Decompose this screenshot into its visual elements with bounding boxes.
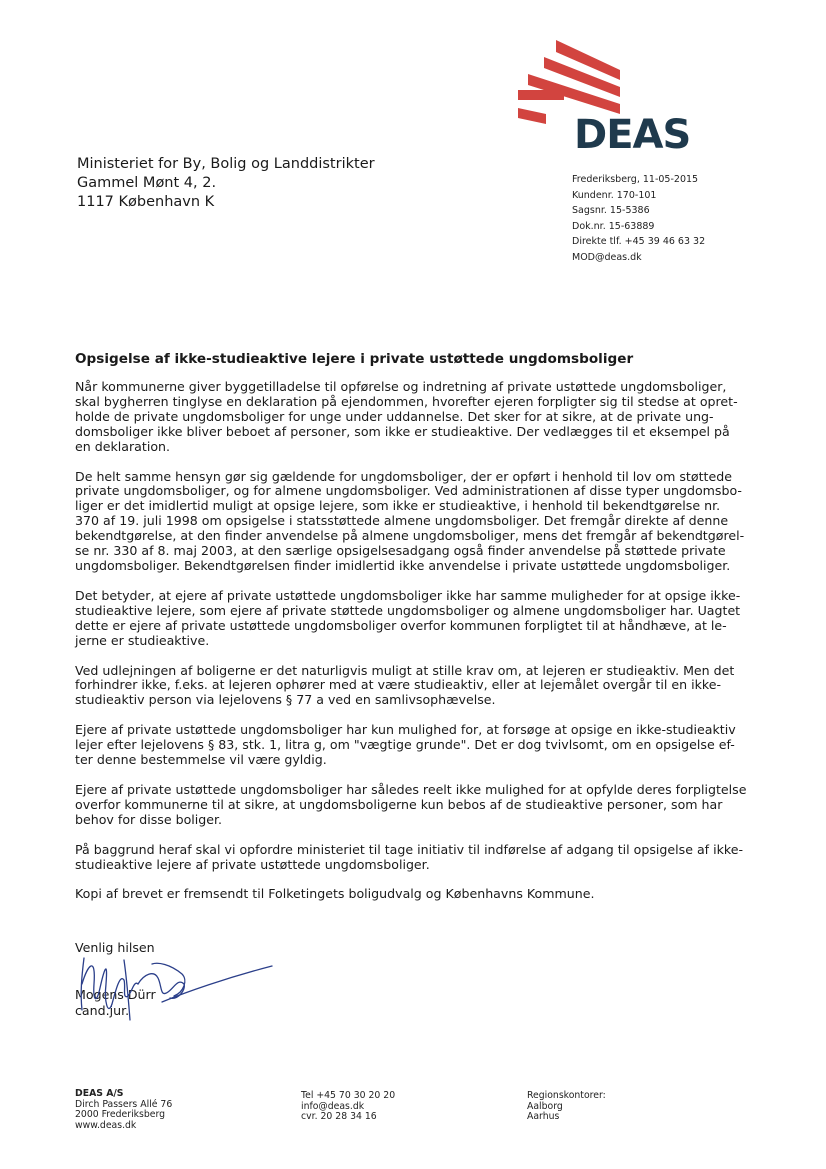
body-line: bekendtgørelse, at den finder anvendelse på almene ungdomsboliger, mens det fremgår af bekendtgørel- xyxy=(75,528,745,544)
body-line: Når kommunerne giver byggetilladelse til opførelse og indretning af private ustøttede ungdomsboliger, xyxy=(75,379,727,394)
closing-greeting: Venlig hilsen xyxy=(75,940,155,955)
body-line: Ved udlejningen af boligerne er det naturligvis muligt at stille krav om, at lejeren er studieaktiv. Men det xyxy=(75,662,735,678)
recipient-line: Ministeriet for By, Bolig og Landdistrikter xyxy=(77,156,375,172)
footer-region: Aalborg xyxy=(527,1100,563,1112)
recipient-line: Gammel Mønt 4, 2. xyxy=(77,175,217,191)
letter-subject: Opsigelse af ikke-studieaktive lejere i private ustøttede ungdomsboliger xyxy=(75,351,634,367)
body-line: private ungdomsboliger, og for almene ungdomsboliger. Ved administrationen af disse typer ungdomsbo- xyxy=(75,483,742,499)
body-line: De helt samme hensyn gør sig gældende for ungdomsboliger, der er opført i henhold til lov om støttede xyxy=(75,468,732,484)
footer-address-line: 2000 Frederiksberg xyxy=(75,1109,166,1120)
body-paragraph xyxy=(75,664,775,709)
footer-email: info@deas.dk xyxy=(301,1100,365,1112)
body-line: dette er ejere af private ustøttede ungdomsboliger overfor kommunen forpligtet til at håndhæve, at le- xyxy=(75,617,727,633)
body-line: Ejere af private ustøttede ungdomsboliger har således reelt ikke mulighed for at opfylde deres forpligtelse xyxy=(75,781,747,797)
body-line: jerne er studieaktive. xyxy=(75,632,210,648)
footer-website: www.deas.dk xyxy=(75,1119,137,1131)
footer-contact xyxy=(301,1091,395,1123)
body-paragraph xyxy=(75,723,775,768)
body-line: Ejere af private ustøttede ungdomsboliger har kun mulighed for, at forsøge at opsige en ikke-studieaktiv xyxy=(75,722,736,738)
recipient-address xyxy=(77,155,375,212)
footer-company-name: DEAS A/S xyxy=(75,1088,124,1099)
handwritten-signature xyxy=(66,944,281,1024)
footer-company xyxy=(75,1089,172,1131)
meta-date: Frederiksberg, 11-05-2015 xyxy=(572,174,699,185)
body-line: Kopi af brevet er fremsendt til Folketingets boligudvalg og Københavns Kommune. xyxy=(75,886,595,902)
body-paragraph xyxy=(75,783,775,828)
body-paragraph xyxy=(75,887,775,902)
footer-region: Aarhus xyxy=(527,1111,560,1122)
footer-phone: Tel +45 70 30 20 20 xyxy=(301,1090,396,1101)
meta-case-number: Sagsnr. 15-5386 xyxy=(572,205,650,216)
signatory-name: Mogens Dürr xyxy=(75,987,156,1002)
meta-customer-number: Kundenr. 170-101 xyxy=(572,189,657,201)
footer-regions xyxy=(527,1091,606,1123)
body-paragraph xyxy=(75,380,775,455)
signatory-title: cand.jur. xyxy=(75,1003,130,1018)
footer-regions-heading: Regionskontorer: xyxy=(527,1090,606,1101)
body-line: domsboliger ikke bliver beboet af personer, som ikke er studieaktive. Der vedlægges til et eksempel på xyxy=(75,423,730,439)
body-line: studieaktiv person via lejelovens § 77 a ved en samlivsophævelse. xyxy=(75,692,496,708)
logo-wordmark: DEAS xyxy=(574,112,691,158)
body-line: studieaktive lejere af private ustøttede ungdomsboliger. xyxy=(75,856,430,872)
meta-document-number: Dok.nr. 15-63889 xyxy=(572,220,655,232)
body-line: Det betyder, at ejere af private ustøttede ungdomsboliger ikke har samme muligheder for at opsige ikke- xyxy=(75,587,741,603)
body-line: liger er det imidlertid muligt at opsige lejere, som ikke er studieaktive, i henhold til bekendtgørelse nr. xyxy=(75,498,721,514)
body-line: behov for disse boliger. xyxy=(75,811,223,827)
letter-body xyxy=(75,380,775,919)
body-line: se nr. 330 af 8. maj 2003, at den særlige opsigelsesadgang også finder anvendelse på støttede private xyxy=(75,543,726,559)
body-paragraph xyxy=(75,470,775,574)
meta-email: MOD@deas.dk xyxy=(572,251,642,263)
body-line: På baggrund heraf skal vi opfordre ministeriet til tage initiativ til indførelse af adgang til opsigelse af ikke- xyxy=(75,841,744,857)
footer-cvr: cvr. 20 28 34 16 xyxy=(301,1111,377,1122)
body-line: skal bygherren tinglyse en deklaration på ejendommen, hvorefter ejeren forpligter sig til stedse at opret- xyxy=(75,393,738,409)
body-line: en deklaration. xyxy=(75,438,171,454)
body-line: studieaktive lejere, som ejere af private støttede ungdomsboliger og almene ungdomsboliger har. Uagtet xyxy=(75,602,741,618)
meta-direct-phone: Direkte tlf. +45 39 46 63 32 xyxy=(572,236,706,247)
body-line: forhindrer ikke, f.eks. at lejeren ophører med at være studieaktiv, eller at lejemålet overgår til en ikke- xyxy=(75,677,722,693)
recipient-line: 1117 København K xyxy=(77,194,215,210)
footer-address-line: Dirch Passers Allé 76 xyxy=(75,1098,173,1110)
body-line: lejer efter lejelovens § 83, stk. 1, litra g, om "vægtige grunde". Det er dog tvivlsomt, om en opsigelse ef- xyxy=(75,737,735,753)
body-line: ter denne bestemmelse vil være gyldig. xyxy=(75,752,327,768)
body-line: overfor kommunerne til at sikre, at ungdomsboligerne kun bebos af de studieaktive personer, som har xyxy=(75,796,723,812)
body-line: holde de private ungdomsboliger for unge under uddannelse. Det sker for at sikre, at de private ung- xyxy=(75,408,714,424)
body-paragraph xyxy=(75,589,775,649)
body-line: ungdomsboliger. Bekendtgørelsen finder imidlertid ikke anvendelse i private ustøttede ungdomsboliger. xyxy=(75,557,731,573)
letter-metadata xyxy=(572,172,705,265)
body-paragraph xyxy=(75,843,775,873)
body-line: 370 af 19. juli 1998 om opsigelse i statsstøttede almene ungdomsboliger. Det fremgår direkte af denne xyxy=(75,513,729,529)
